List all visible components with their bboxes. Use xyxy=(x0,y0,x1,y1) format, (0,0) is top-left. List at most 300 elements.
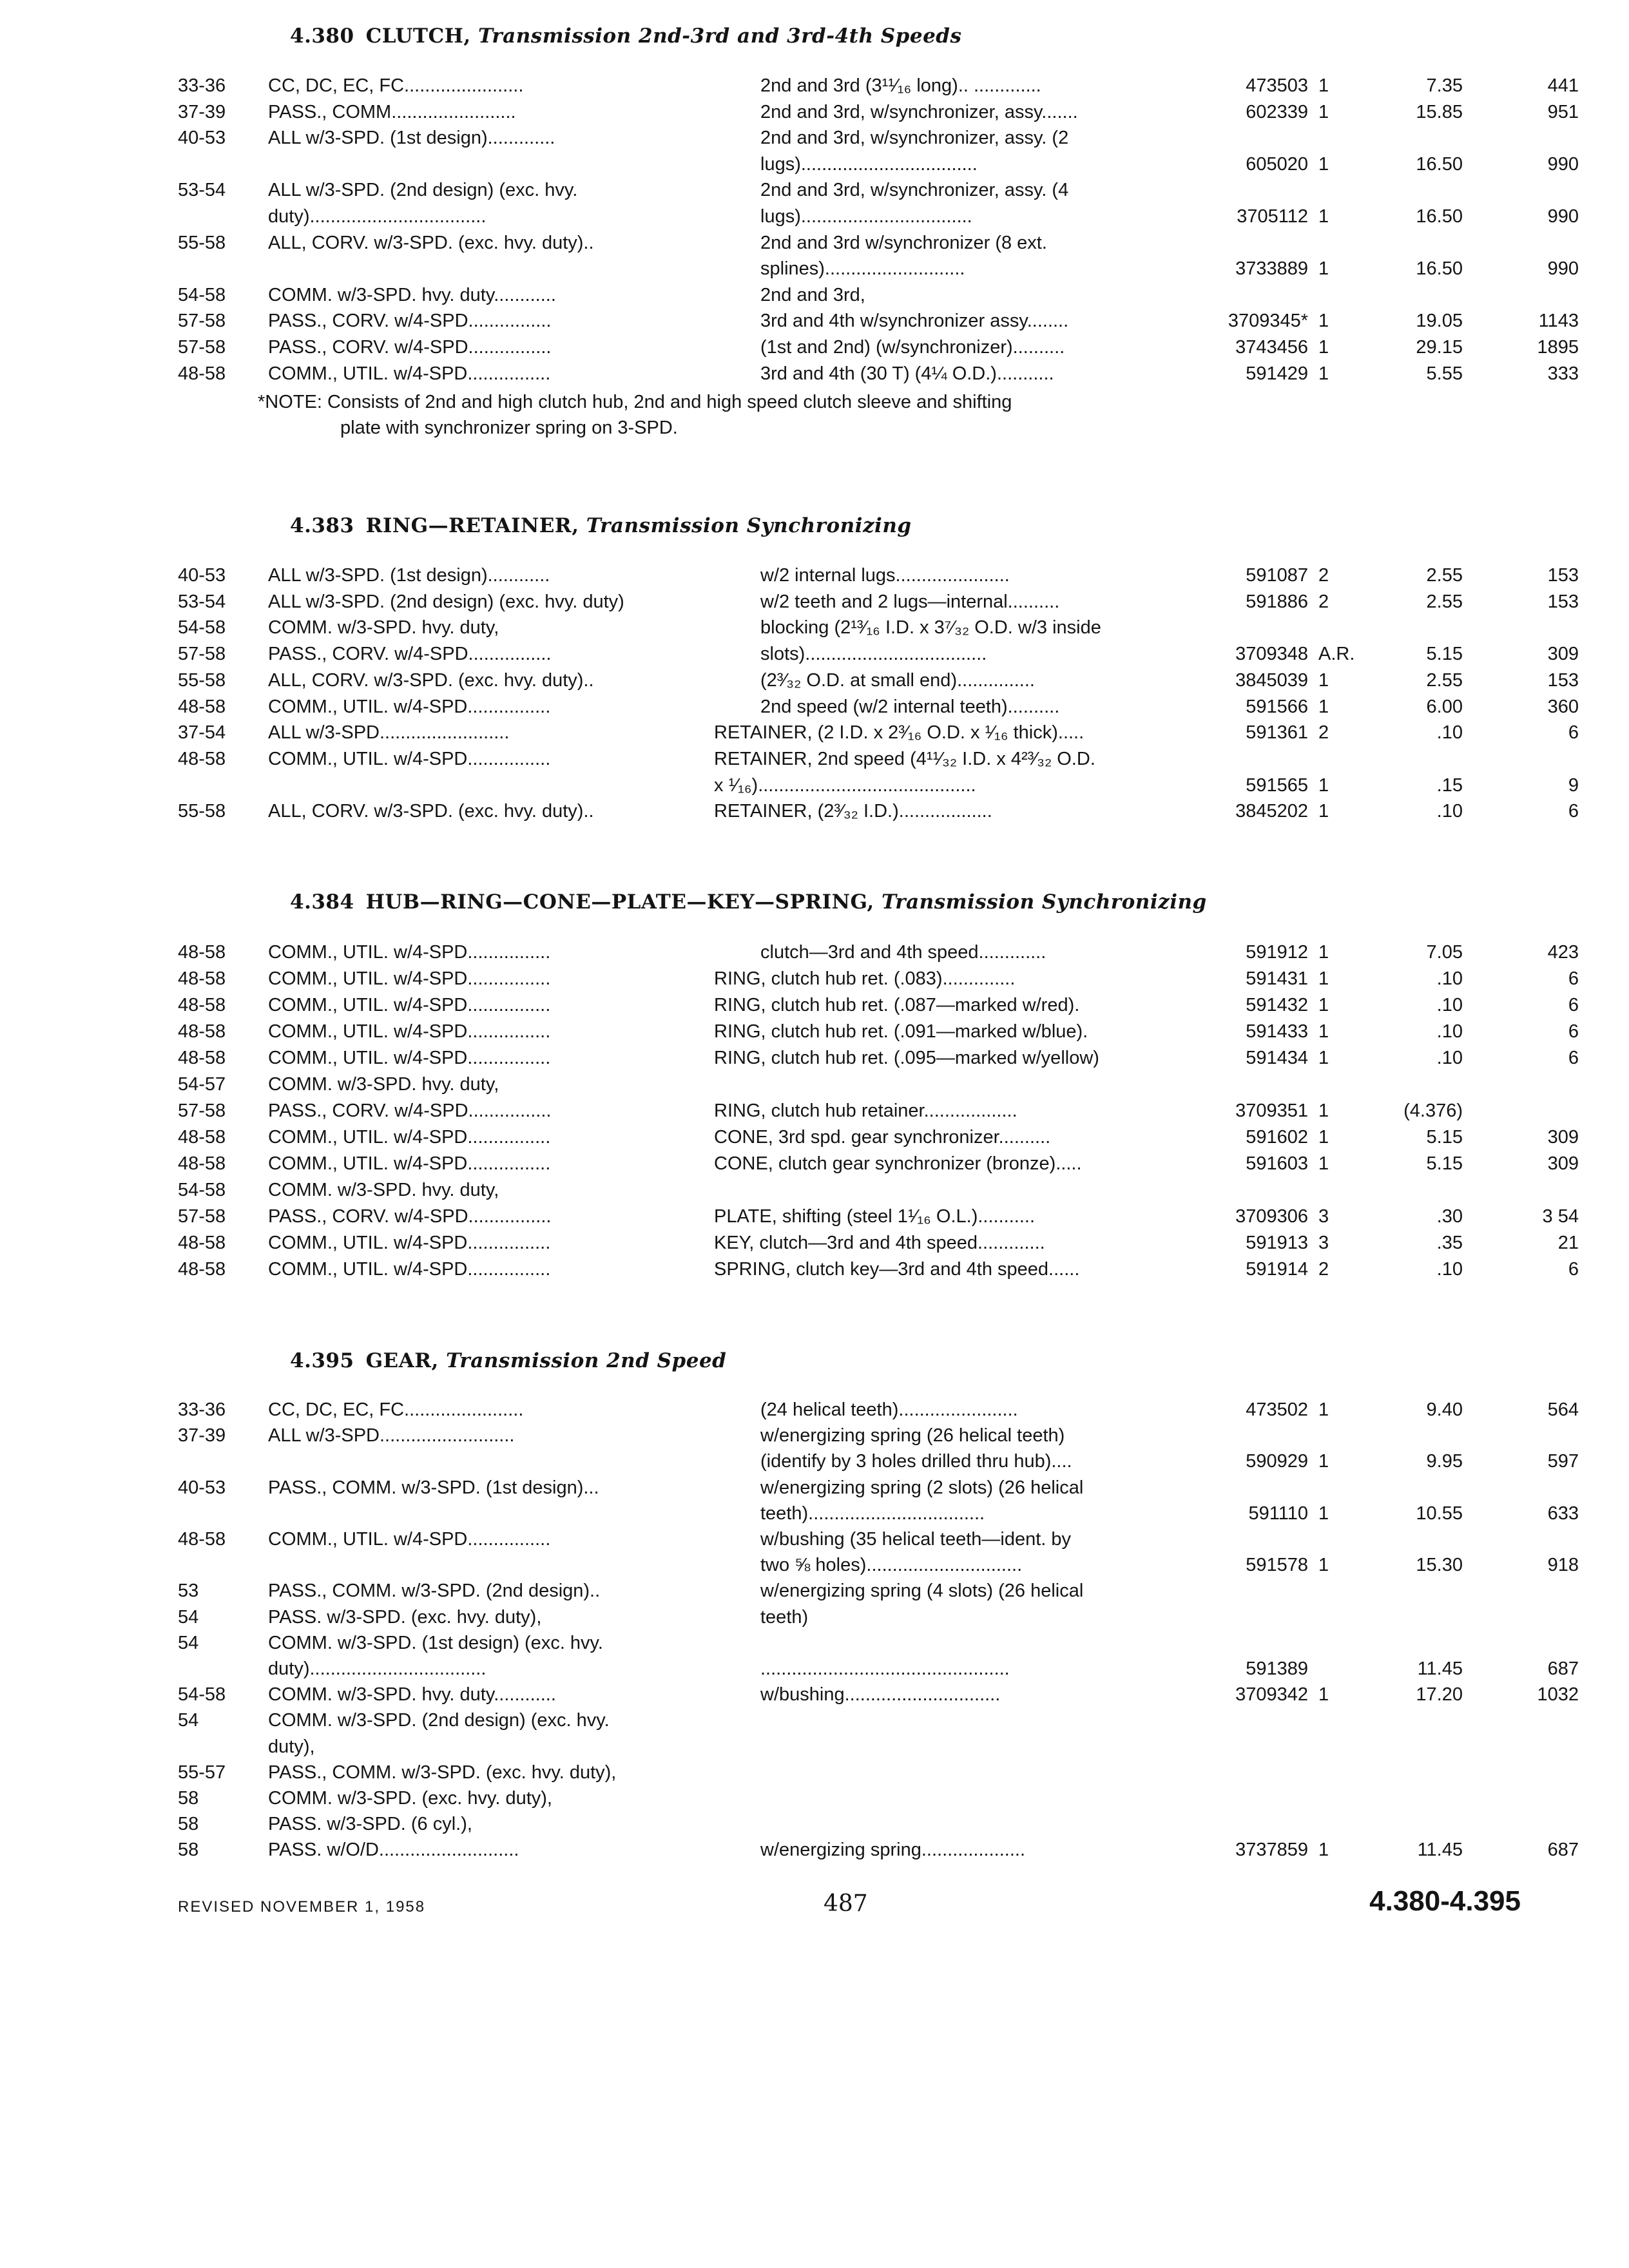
unit-price: .10 xyxy=(1436,1259,1463,1280)
unit-price: .10 xyxy=(1436,1048,1463,1068)
year-range: 53 xyxy=(178,1581,199,1602)
part-description: w/energizing spring (4 slots) (26 helical xyxy=(760,1581,1084,1602)
table-row xyxy=(0,1019,1629,1044)
quantity: 1 xyxy=(1318,101,1329,122)
year-range: 53-54 xyxy=(178,591,226,612)
table-row xyxy=(0,1682,1629,1707)
part-description: w/2 teeth and 2 lugs—internal.......... xyxy=(760,591,1060,612)
model-applicability: ALL w/3-SPD. (2nd design) (exc. hvy. xyxy=(268,180,578,201)
table-row xyxy=(0,589,1629,615)
year-range: 48-58 xyxy=(178,1153,226,1174)
total-price: 153 xyxy=(1547,591,1579,612)
table-row xyxy=(0,1151,1629,1177)
part-number: 602339 xyxy=(1246,101,1308,122)
total-price: 687 xyxy=(1547,1840,1579,1861)
model-applicability: duty).................................. xyxy=(268,206,487,227)
model-applicability: ALL, CORV. w/3-SPD. (exc. hvy. duty).. xyxy=(268,801,594,822)
part-number: 591433 xyxy=(1246,1021,1308,1042)
model-applicability: COMM. w/3-SPD. (exc. hvy. duty), xyxy=(268,1788,552,1809)
part-description: teeth).................................. xyxy=(760,1503,985,1524)
unit-price: 2.55 xyxy=(1426,591,1463,612)
part-description: 3rd and 4th (30 T) (4¼ O.D.)........... xyxy=(760,363,1054,384)
table-row xyxy=(0,1811,1629,1837)
part-description: w/bushing (35 helical teeth—ident. by xyxy=(760,1529,1072,1550)
table-row xyxy=(0,562,1629,588)
part-description: PLATE, shifting (steel 1¹⁄₁₆ O.L.)........... xyxy=(714,1206,1035,1227)
table-row xyxy=(0,1475,1629,1501)
table-row xyxy=(0,1837,1629,1863)
part-number: 591565 xyxy=(1246,774,1308,796)
unit-price: 15.30 xyxy=(1416,1555,1463,1576)
table-row xyxy=(0,125,1629,151)
part-number: 473503 xyxy=(1246,75,1308,96)
part-number: 591912 xyxy=(1246,942,1308,963)
part-number: 3709351 xyxy=(1235,1100,1308,1121)
part-description: w/energizing spring (26 helical teeth) xyxy=(760,1425,1065,1446)
table-row xyxy=(0,1501,1629,1526)
part-number: 590929 xyxy=(1246,1451,1308,1472)
unit-price: 7.05 xyxy=(1426,942,1463,963)
part-number: 591603 xyxy=(1246,1153,1308,1174)
part-number: 3737859 xyxy=(1235,1840,1308,1861)
year-range: 55-58 xyxy=(178,801,226,822)
part-description: SPRING, clutch key—3rd and 4th speed...... xyxy=(714,1259,1080,1280)
year-range: 48-58 xyxy=(178,968,226,989)
table-row xyxy=(0,1785,1629,1811)
year-range: 48-58 xyxy=(178,995,226,1015)
quantity: 1 xyxy=(1318,1684,1329,1706)
quantity: 1 xyxy=(1318,1153,1329,1174)
part-description: (24 helical teeth)....................... xyxy=(760,1399,1018,1420)
model-applicability: ALL w/3-SPD. (1st design)............. xyxy=(268,128,555,149)
model-applicability: PASS. w/3-SPD. (exc. hvy. duty), xyxy=(268,1606,542,1628)
part-description: 3rd and 4th w/synchronizer assy........ xyxy=(760,311,1069,332)
section-note: plate with synchronizer spring on 3-SPD. xyxy=(340,418,678,439)
total-price: 6 xyxy=(1568,1021,1579,1042)
total-price: 9 xyxy=(1568,774,1579,796)
part-number: 591087 xyxy=(1246,565,1308,586)
model-applicability: COMM., UTIL. w/4-SPD................ xyxy=(268,1259,551,1280)
section-number: 4.384 xyxy=(290,890,354,914)
table-row xyxy=(0,1423,1629,1448)
year-range: 54-57 xyxy=(178,1074,226,1095)
table-row xyxy=(0,334,1629,360)
part-number: 591914 xyxy=(1246,1259,1308,1280)
quantity: 3 xyxy=(1318,1233,1329,1253)
unit-price: 2.55 xyxy=(1426,669,1463,691)
year-range: 37-39 xyxy=(178,101,226,122)
section-number: 4.383 xyxy=(290,514,354,537)
model-applicability: COMM., UTIL. w/4-SPD................ xyxy=(268,968,551,989)
unit-price: 5.15 xyxy=(1426,1127,1463,1148)
part-description: w/energizing spring (2 slots) (26 helical xyxy=(760,1477,1084,1498)
unit-price: 17.20 xyxy=(1416,1684,1463,1706)
part-description: blocking (2¹³⁄₁₆ I.D. x 3⁷⁄₃₂ O.D. w/3 inside xyxy=(760,617,1101,639)
part-number: 3709348 xyxy=(1235,644,1308,665)
total-price: 1143 xyxy=(1538,311,1579,332)
table-row xyxy=(0,798,1629,824)
section-name: GEAR, xyxy=(365,1349,447,1372)
quantity: 1 xyxy=(1318,1021,1329,1042)
part-description: (1st and 2nd) (w/synchronizer).......... xyxy=(760,337,1065,358)
model-applicability: duty).................................. xyxy=(268,1658,487,1679)
year-range: 54 xyxy=(178,1710,199,1731)
year-range: 54-58 xyxy=(178,1684,226,1706)
total-price: 951 xyxy=(1547,101,1579,122)
part-number: 591886 xyxy=(1246,591,1308,612)
year-range: 48-58 xyxy=(178,363,226,384)
part-description: 2nd and 3rd, w/synchronizer, assy. (4 xyxy=(760,180,1069,201)
year-range: 57-58 xyxy=(178,1206,226,1227)
total-price: 6 xyxy=(1568,1259,1579,1280)
model-applicability: COMM., UTIL. w/4-SPD................ xyxy=(268,363,551,384)
quantity: 1 xyxy=(1318,801,1329,822)
quantity: 1 xyxy=(1318,337,1329,358)
part-description: lugs).................................. xyxy=(760,153,978,175)
table-row xyxy=(0,1656,1629,1682)
quantity: 1 xyxy=(1318,1100,1329,1121)
part-number: 591389 xyxy=(1246,1658,1308,1679)
year-range: 57-58 xyxy=(178,337,226,358)
year-range: 54 xyxy=(178,1606,199,1628)
model-applicability: COMM., UTIL. w/4-SPD................ xyxy=(268,1233,551,1253)
year-range: 55-58 xyxy=(178,669,226,691)
part-number: 473502 xyxy=(1246,1399,1308,1420)
model-applicability: PASS., COMM. w/3-SPD. (2nd design).. xyxy=(268,1581,601,1602)
section-note: *NOTE: Consists of 2nd and high clutch hub, 2nd and high speed clutch sleeve and shifting xyxy=(258,392,1012,413)
table-row xyxy=(0,308,1629,334)
year-range: 54 xyxy=(178,1632,199,1653)
model-applicability: CC, DC, EC, FC....................... xyxy=(268,75,524,96)
part-description: RETAINER, 2nd speed (4¹¹⁄₃₂ I.D. x 4²³⁄₃₂ O.D. xyxy=(714,748,1095,769)
model-applicability: ALL w/3-SPD......................... xyxy=(268,722,510,744)
table-row xyxy=(0,773,1629,798)
quantity: A.R. xyxy=(1318,644,1355,665)
unit-price: 16.50 xyxy=(1416,206,1463,227)
part-description: RING, clutch hub ret. (.095—marked w/yellow) xyxy=(714,1048,1099,1068)
part-description: RING, clutch hub ret. (.091—marked w/blue). xyxy=(714,1021,1088,1042)
unit-price: 16.50 xyxy=(1416,153,1463,175)
model-applicability: COMM., UTIL. w/4-SPD................ xyxy=(268,1127,551,1148)
year-range: 53-54 xyxy=(178,180,226,201)
part-description: splines)........................... xyxy=(760,258,965,280)
unit-price: .30 xyxy=(1436,1206,1463,1227)
section-description: Transmission 2nd-3rd and 3rd-4th Speeds xyxy=(478,24,962,48)
quantity: 2 xyxy=(1318,591,1329,612)
section-description: Transmission 2nd Speed xyxy=(446,1349,727,1372)
part-number: 591431 xyxy=(1246,968,1308,989)
year-range: 58 xyxy=(178,1814,199,1835)
quantity: 2 xyxy=(1318,1259,1329,1280)
section-title xyxy=(290,890,1207,914)
part-number: 3743456 xyxy=(1235,337,1308,358)
quantity: 1 xyxy=(1318,1451,1329,1472)
quantity: 1 xyxy=(1318,774,1329,796)
total-price: 441 xyxy=(1547,75,1579,96)
section-number: 4.395 xyxy=(290,1349,354,1372)
quantity: 1 xyxy=(1318,206,1329,227)
table-row xyxy=(0,177,1629,203)
model-applicability: PASS., CORV. w/4-SPD................ xyxy=(268,337,552,358)
model-applicability: PASS., CORV. w/4-SPD................ xyxy=(268,311,552,332)
part-description: w/2 internal lugs...................... xyxy=(760,565,1010,586)
year-range: 58 xyxy=(178,1840,199,1861)
quantity: 1 xyxy=(1318,1503,1329,1524)
model-applicability: PASS., CORV. w/4-SPD................ xyxy=(268,644,552,665)
model-applicability: PASS. w/3-SPD. (6 cyl.), xyxy=(268,1814,472,1835)
table-row xyxy=(0,668,1629,693)
part-number: 591566 xyxy=(1246,696,1308,717)
table-row xyxy=(0,615,1629,640)
page-number: 487 xyxy=(824,1890,868,1917)
quantity: 1 xyxy=(1318,942,1329,963)
table-row xyxy=(0,694,1629,720)
part-description: (identify by 3 holes drilled thru hub).... xyxy=(760,1451,1072,1472)
quantity: 2 xyxy=(1318,722,1329,744)
year-range: 57-58 xyxy=(178,644,226,665)
model-applicability: ALL w/3-SPD. (2nd design) (exc. hvy. duty) xyxy=(268,591,624,612)
model-applicability: COMM., UTIL. w/4-SPD................ xyxy=(268,1021,551,1042)
table-row xyxy=(0,1578,1629,1604)
part-description: teeth) xyxy=(760,1606,809,1628)
year-range: 58 xyxy=(178,1788,199,1809)
part-description: 2nd speed (w/2 internal teeth).......... xyxy=(760,696,1060,717)
quantity: 1 xyxy=(1318,1399,1329,1420)
quantity: 1 xyxy=(1318,1048,1329,1068)
part-description: w/bushing.............................. xyxy=(760,1684,1001,1706)
table-row xyxy=(0,992,1629,1018)
part-number: 3733889 xyxy=(1235,258,1308,280)
table-row xyxy=(0,1448,1629,1474)
unit-price: 11.45 xyxy=(1417,1658,1463,1679)
table-row xyxy=(0,1045,1629,1071)
part-number: 591429 xyxy=(1246,363,1308,384)
quantity: 1 xyxy=(1318,1840,1329,1861)
part-number: 591913 xyxy=(1246,1233,1308,1253)
unit-price: 16.50 xyxy=(1416,258,1463,280)
model-applicability: duty), xyxy=(268,1736,315,1757)
part-number: 3709342 xyxy=(1235,1684,1308,1706)
model-applicability: PASS., COMM. w/3-SPD. (1st design)... xyxy=(268,1477,599,1498)
section-description: Transmission Synchronizing xyxy=(881,890,1207,914)
year-range: 37-39 xyxy=(178,1425,226,1446)
unit-price: 10.55 xyxy=(1416,1503,1463,1524)
table-row xyxy=(0,746,1629,772)
model-applicability: COMM., UTIL. w/4-SPD................ xyxy=(268,748,551,769)
model-applicability: PASS., CORV. w/4-SPD................ xyxy=(268,1206,552,1227)
total-price: 687 xyxy=(1547,1658,1579,1679)
table-row xyxy=(0,720,1629,745)
model-applicability: COMM. w/3-SPD. (2nd design) (exc. hvy. xyxy=(268,1710,610,1731)
year-range: 37-54 xyxy=(178,722,226,744)
table-row xyxy=(0,256,1629,282)
year-range: 33-36 xyxy=(178,75,226,96)
unit-price: .15 xyxy=(1436,774,1463,796)
table-row xyxy=(0,151,1629,177)
unit-price: 7.35 xyxy=(1426,75,1463,96)
part-description: 2nd and 3rd, xyxy=(760,284,865,305)
unit-price: 6.00 xyxy=(1426,696,1463,717)
part-description: slots)................................... xyxy=(760,644,987,665)
year-range: 33-36 xyxy=(178,1399,226,1420)
part-description: ................................................ xyxy=(760,1658,1010,1679)
part-description: lugs)................................. xyxy=(760,206,972,227)
unit-price: 19.05 xyxy=(1416,311,1463,332)
table-row xyxy=(0,966,1629,992)
part-number: 591361 xyxy=(1246,722,1308,744)
unit-price: .10 xyxy=(1436,968,1463,989)
unit-price: .10 xyxy=(1436,722,1463,744)
year-range: 54-58 xyxy=(178,617,226,639)
part-description: RETAINER, (2 I.D. x 2³⁄₁₆ O.D. x ¹⁄₁₆ thick)..... xyxy=(714,722,1084,744)
model-applicability: COMM., UTIL. w/4-SPD................ xyxy=(268,1153,551,1174)
section-title xyxy=(290,1349,726,1372)
part-description: RING, clutch hub ret. (.087—marked w/red). xyxy=(714,995,1080,1015)
year-range: 48-58 xyxy=(178,942,226,963)
total-price: 423 xyxy=(1547,942,1579,963)
year-range: 55-58 xyxy=(178,232,226,253)
part-number: 605020 xyxy=(1246,153,1308,175)
unit-price: 29.15 xyxy=(1416,337,1463,358)
total-price: 3 54 xyxy=(1542,1206,1579,1227)
year-range: 54-58 xyxy=(178,284,226,305)
part-number: 3845039 xyxy=(1235,669,1308,691)
part-description: 2nd and 3rd w/synchronizer (8 ext. xyxy=(760,232,1047,253)
unit-price: (4.376) xyxy=(1403,1100,1463,1121)
total-price: 990 xyxy=(1547,206,1579,227)
table-row xyxy=(0,939,1629,965)
total-price: 6 xyxy=(1568,1048,1579,1068)
table-row xyxy=(0,1177,1629,1203)
unit-price: .35 xyxy=(1436,1233,1463,1253)
total-price: 6 xyxy=(1568,722,1579,744)
table-row xyxy=(0,641,1629,667)
part-number: 591578 xyxy=(1246,1555,1308,1576)
total-price: 633 xyxy=(1547,1503,1579,1524)
model-applicability: COMM. w/3-SPD. hvy. duty, xyxy=(268,1180,499,1200)
unit-price: 9.95 xyxy=(1426,1451,1463,1472)
model-applicability: ALL w/3-SPD. (1st design)............ xyxy=(268,565,550,586)
section-range: 4.380-4.395 xyxy=(1369,1885,1521,1917)
model-applicability: COMM. w/3-SPD. hvy. duty............ xyxy=(268,1684,556,1706)
year-range: 48-58 xyxy=(178,1529,226,1550)
total-price: 309 xyxy=(1547,1153,1579,1174)
unit-price: 9.40 xyxy=(1426,1399,1463,1420)
part-description: KEY, clutch—3rd and 4th speed............. xyxy=(714,1233,1045,1253)
table-row xyxy=(0,1204,1629,1229)
unit-price: .10 xyxy=(1436,995,1463,1015)
model-applicability: ALL w/3-SPD.......................... xyxy=(268,1425,515,1446)
year-range: 40-53 xyxy=(178,128,226,149)
model-applicability: PASS., COMM........................ xyxy=(268,101,516,122)
table-row xyxy=(0,282,1629,308)
model-applicability: COMM. w/3-SPD. (1st design) (exc. hvy. xyxy=(268,1632,603,1653)
total-price: 6 xyxy=(1568,801,1579,822)
section-description: Transmission Synchronizing xyxy=(586,514,912,537)
total-price: 597 xyxy=(1547,1451,1579,1472)
year-range: 57-58 xyxy=(178,1100,226,1121)
unit-price: .10 xyxy=(1436,1021,1463,1042)
model-applicability: ALL, CORV. w/3-SPD. (exc. hvy. duty).. xyxy=(268,232,594,253)
part-description: 2nd and 3rd (3¹¹⁄₁₆ long).. ............. xyxy=(760,75,1041,96)
model-applicability: COMM., UTIL. w/4-SPD................ xyxy=(268,1048,551,1068)
table-row xyxy=(0,1397,1629,1423)
unit-price: 11.45 xyxy=(1417,1840,1463,1861)
total-price: 309 xyxy=(1547,644,1579,665)
part-number: 3709306 xyxy=(1235,1206,1308,1227)
table-row xyxy=(0,1630,1629,1656)
part-description: RING, clutch hub retainer.................. xyxy=(714,1100,1017,1121)
table-row xyxy=(0,1552,1629,1578)
revision-date: REVISED NOVEMBER 1, 1958 xyxy=(178,1898,426,1916)
table-row xyxy=(0,1707,1629,1733)
quantity: 1 xyxy=(1318,258,1329,280)
total-price: 21 xyxy=(1557,1233,1579,1253)
model-applicability: COMM. w/3-SPD. hvy. duty............ xyxy=(268,284,556,305)
model-applicability: COMM., UTIL. w/4-SPD................ xyxy=(268,942,551,963)
total-price: 153 xyxy=(1547,669,1579,691)
section-name: CLUTCH, xyxy=(365,24,479,48)
table-row xyxy=(0,1734,1629,1760)
total-price: 1895 xyxy=(1537,337,1579,358)
year-range: 48-58 xyxy=(178,1048,226,1068)
total-price: 990 xyxy=(1547,153,1579,175)
year-range: 40-53 xyxy=(178,1477,226,1498)
table-row xyxy=(0,1760,1629,1785)
quantity: 1 xyxy=(1318,669,1329,691)
quantity: 1 xyxy=(1318,968,1329,989)
model-applicability: COMM., UTIL. w/4-SPD................ xyxy=(268,1529,551,1550)
quantity: 2 xyxy=(1318,565,1329,586)
quantity: 1 xyxy=(1318,363,1329,384)
total-price: 333 xyxy=(1547,363,1579,384)
quantity: 1 xyxy=(1318,311,1329,332)
section-title xyxy=(290,514,912,537)
model-applicability: CC, DC, EC, FC....................... xyxy=(268,1399,524,1420)
table-row xyxy=(0,73,1629,99)
part-description: two ⅝ holes).............................. xyxy=(760,1555,1023,1576)
quantity: 1 xyxy=(1318,1555,1329,1576)
unit-price: 5.55 xyxy=(1426,363,1463,384)
unit-price: .10 xyxy=(1436,801,1463,822)
part-number: 3845202 xyxy=(1235,801,1308,822)
part-description: 2nd and 3rd, w/synchronizer, assy....... xyxy=(760,101,1078,122)
quantity: 1 xyxy=(1318,995,1329,1015)
total-price: 6 xyxy=(1568,995,1579,1015)
part-description: (2³⁄₃₂ O.D. at small end)............... xyxy=(760,669,1035,691)
part-number: 3705112 xyxy=(1237,206,1308,227)
year-range: 48-58 xyxy=(178,696,226,717)
part-number: 3709345* xyxy=(1228,311,1308,332)
section-name: HUB—RING—CONE—PLATE—KEY—SPRING, xyxy=(365,890,882,914)
part-description: CONE, 3rd spd. gear synchronizer.......... xyxy=(714,1127,1051,1148)
quantity: 1 xyxy=(1318,696,1329,717)
table-row xyxy=(0,1230,1629,1256)
model-applicability: PASS. w/O/D........................... xyxy=(268,1840,519,1861)
unit-price: 15.85 xyxy=(1416,101,1463,122)
table-row xyxy=(0,1604,1629,1630)
part-number: 591434 xyxy=(1246,1048,1308,1068)
year-range: 48-58 xyxy=(178,1233,226,1253)
part-description: x ¹⁄₁₆).......................................... xyxy=(714,774,976,796)
model-applicability: PASS., COMM. w/3-SPD. (exc. hvy. duty), xyxy=(268,1762,617,1783)
section-name: RING—RETAINER, xyxy=(365,514,586,537)
total-price: 309 xyxy=(1547,1127,1579,1148)
total-price: 564 xyxy=(1547,1399,1579,1420)
part-description: RETAINER, (2³⁄₃₂ I.D.).................. xyxy=(714,801,992,822)
part-number: 591110 xyxy=(1248,1503,1308,1524)
model-applicability: ALL, CORV. w/3-SPD. (exc. hvy. duty).. xyxy=(268,669,594,691)
